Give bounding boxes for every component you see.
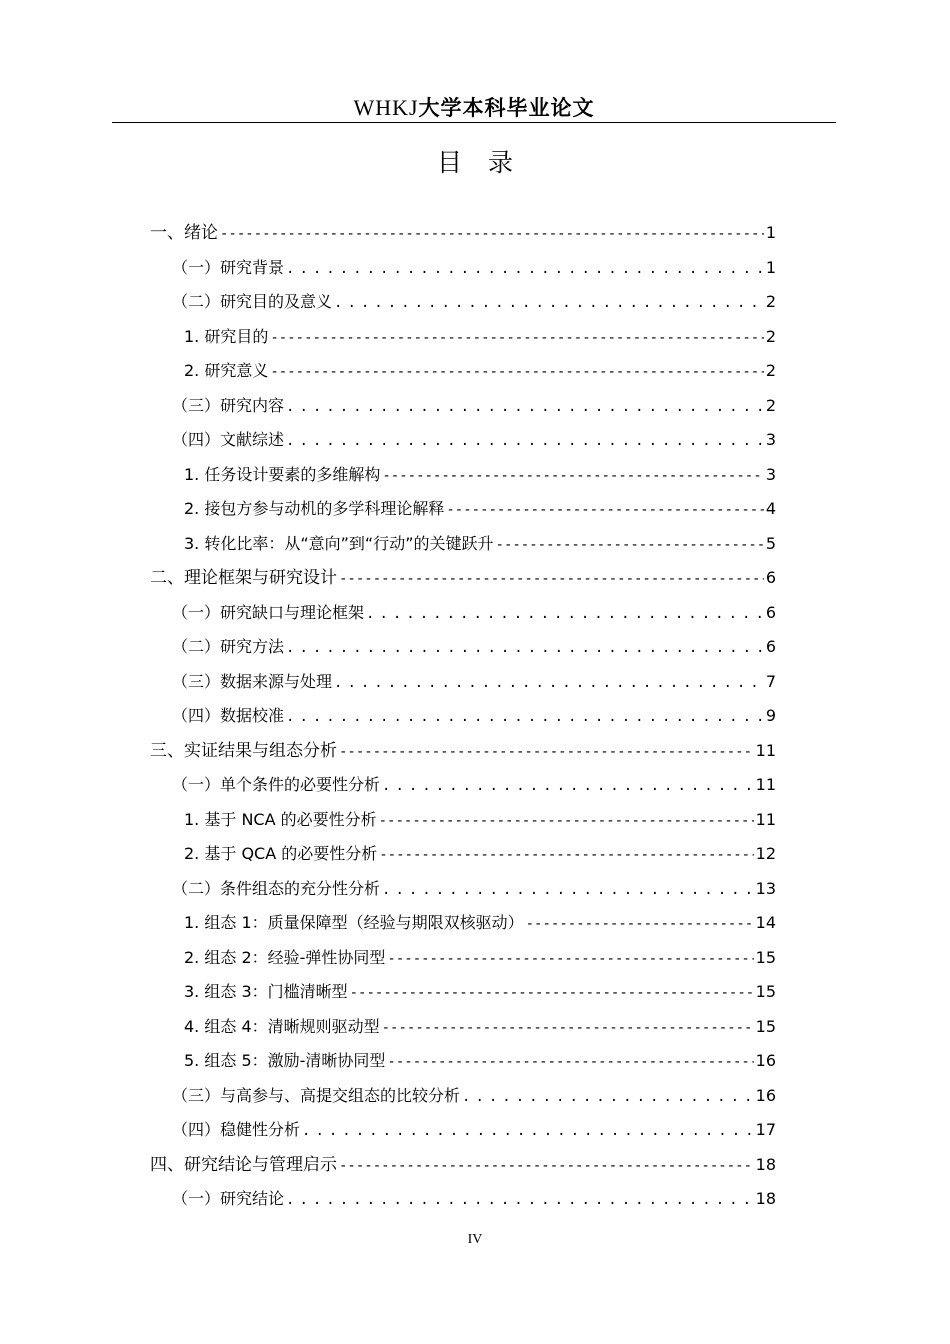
toc-leader bbox=[334, 673, 764, 693]
toc-entry[interactable] bbox=[184, 913, 776, 934]
toc-leader bbox=[382, 1018, 754, 1038]
toc-entry[interactable] bbox=[172, 1086, 776, 1107]
toc-entry-label: 5. 组态 5：激励-清晰协同型 bbox=[184, 1051, 386, 1070]
toc-entry[interactable] bbox=[172, 292, 776, 313]
toc-page-number: 6 bbox=[765, 568, 776, 587]
toc-entry[interactable] bbox=[172, 672, 776, 693]
toc-page-number: 6 bbox=[765, 602, 776, 622]
toc-entry-label: 2. 接包方参与动机的多学科理论解释 bbox=[184, 499, 445, 518]
toc-page-number: 2 bbox=[765, 292, 776, 311]
toc-page-number: 11 bbox=[755, 809, 776, 829]
toc-page-number: 3 bbox=[765, 464, 776, 484]
toc-entry-label: （一）研究背景 bbox=[172, 257, 285, 277]
toc-entry[interactable] bbox=[172, 396, 776, 417]
toc-page-number: 7 bbox=[765, 671, 776, 691]
toc-leader bbox=[339, 1156, 754, 1176]
toc-leader bbox=[286, 259, 764, 279]
toc-entry-label: （一）研究结论 bbox=[172, 1189, 285, 1208]
toc-entry-label: 4. 组态 4：清晰规则驱动型 bbox=[184, 1016, 380, 1036]
toc-leader bbox=[220, 224, 764, 244]
page-number: IV bbox=[467, 1232, 483, 1247]
toc-entry-label: 四、研究结论与管理启示 bbox=[150, 1154, 337, 1175]
toc-leader bbox=[302, 1121, 754, 1141]
toc-leader bbox=[350, 983, 754, 1003]
toc-entry[interactable] bbox=[172, 1120, 776, 1141]
toc-entry[interactable] bbox=[184, 499, 776, 520]
toc-page-number: 11 bbox=[755, 740, 776, 760]
header-cn: 大学本科毕业论文 bbox=[418, 95, 595, 120]
toc-page-number: 13 bbox=[755, 878, 776, 898]
toc-leader bbox=[270, 362, 763, 382]
toc-entry-label: （四）数据校准 bbox=[172, 706, 285, 725]
toc-leader bbox=[286, 707, 764, 727]
toc-entry[interactable] bbox=[184, 327, 776, 348]
toc-page-number: 4 bbox=[765, 499, 776, 518]
toc-page-number: 1 bbox=[765, 257, 776, 277]
toc-leader bbox=[286, 397, 764, 417]
toc-leader bbox=[334, 293, 764, 313]
toc-leader bbox=[286, 638, 764, 658]
toc-entry[interactable] bbox=[150, 1155, 776, 1176]
toc-entry-label: （三）研究内容 bbox=[172, 395, 285, 415]
toc-entry[interactable] bbox=[184, 844, 776, 865]
toc-entry-label: （四）文献综述 bbox=[172, 430, 285, 449]
toc-entry-label: 2. 组态 2：经验-弹性协同型 bbox=[184, 947, 386, 967]
toc-page-number: 6 bbox=[765, 637, 776, 656]
toc-entry[interactable] bbox=[184, 534, 776, 555]
toc-entry[interactable] bbox=[184, 810, 776, 831]
toc-entry[interactable] bbox=[172, 603, 776, 624]
toc-page-number: 18 bbox=[755, 1189, 776, 1208]
toc-page-number: 15 bbox=[755, 982, 776, 1001]
toc-entry-label: （二）研究方法 bbox=[172, 637, 285, 656]
toc-entry[interactable] bbox=[184, 948, 776, 969]
toc-entry-label: 1. 任务设计要素的多维解构 bbox=[184, 464, 381, 484]
toc-leader bbox=[526, 914, 754, 934]
toc-leader bbox=[382, 776, 754, 796]
toc-entry-label: （二）条件组态的充分性分析 bbox=[172, 878, 381, 898]
running-header bbox=[112, 92, 836, 122]
toc-page-number: 2 bbox=[765, 395, 776, 415]
toc-entry[interactable] bbox=[172, 706, 776, 727]
header-latin: WHKJ bbox=[353, 95, 419, 120]
toc-entry[interactable] bbox=[172, 258, 776, 279]
toc-leader bbox=[286, 431, 764, 451]
toc-page-number: 17 bbox=[755, 1120, 776, 1139]
toc-entry-label: 1. 研究目的 bbox=[184, 326, 269, 346]
toc-leader bbox=[462, 1087, 754, 1107]
toc-entry[interactable] bbox=[184, 361, 776, 382]
toc-page-number: 12 bbox=[755, 844, 776, 863]
toc-entry[interactable] bbox=[150, 741, 776, 762]
page-title: 目录 bbox=[436, 148, 539, 177]
toc-entry-label: （一）单个条件的必要性分析 bbox=[172, 775, 381, 794]
toc-entry-label: 二、理论框架与研究设计 bbox=[150, 568, 337, 588]
toc-entry-label: 2. 基于 QCA 的必要性分析 bbox=[184, 844, 378, 863]
toc-page-number: 2 bbox=[765, 361, 776, 380]
toc-entry[interactable] bbox=[184, 1051, 776, 1072]
toc-entry-label: 三、实证结果与组态分析 bbox=[150, 740, 337, 761]
toc-entry[interactable] bbox=[172, 637, 776, 658]
toc-page-number: 15 bbox=[755, 947, 776, 967]
toc-page-number: 11 bbox=[755, 775, 776, 794]
toc-entry-label: 1. 组态 1：质量保障型（经验与期限双核驱动） bbox=[184, 913, 524, 932]
toc-leader bbox=[387, 1052, 753, 1072]
toc-page-number: 5 bbox=[765, 533, 776, 553]
toc-leader bbox=[339, 742, 754, 762]
toc-entry-label: 2. 研究意义 bbox=[184, 361, 269, 380]
toc-entry[interactable] bbox=[150, 568, 776, 589]
toc-leader bbox=[496, 535, 764, 555]
toc-leader bbox=[446, 500, 763, 520]
toc-leader bbox=[379, 811, 754, 831]
toc-entry[interactable] bbox=[150, 223, 776, 244]
toc-entry-label: 一、绪论 bbox=[150, 223, 218, 243]
toc-leader bbox=[382, 466, 763, 486]
toc-entry-label: 3. 转化比率：从“意向”到“行动”的关键跃升 bbox=[184, 533, 494, 553]
toc-page-number: 16 bbox=[755, 1085, 776, 1105]
toc-page-number: 14 bbox=[755, 913, 776, 932]
toc-page-number: 1 bbox=[765, 223, 776, 242]
toc-entry-label: （一）研究缺口与理论框架 bbox=[172, 602, 365, 622]
toc-leader bbox=[286, 1190, 754, 1210]
toc-leader bbox=[387, 949, 753, 969]
toc-entry[interactable] bbox=[184, 465, 776, 486]
toc-page-number: 9 bbox=[765, 706, 776, 725]
toc-entry-label: （三）与高参与、高提交组态的比较分析 bbox=[172, 1085, 461, 1105]
toc-page-number: 16 bbox=[755, 1051, 776, 1070]
toc-leader bbox=[339, 569, 764, 589]
toc-entry[interactable] bbox=[172, 879, 776, 900]
toc-leader bbox=[270, 328, 763, 348]
toc-page-number: 15 bbox=[755, 1016, 776, 1036]
toc-entry-label: 1. 基于 NCA 的必要性分析 bbox=[184, 809, 377, 829]
toc-page-number: 3 bbox=[765, 430, 776, 449]
toc-entry[interactable] bbox=[172, 1189, 776, 1210]
toc-entry-label: （二）研究目的及意义 bbox=[172, 292, 333, 311]
toc-entry[interactable] bbox=[184, 1017, 776, 1038]
toc-entry-label: （四）稳健性分析 bbox=[172, 1120, 301, 1139]
toc-leader bbox=[366, 604, 764, 624]
toc-page-number: 18 bbox=[755, 1154, 776, 1174]
toc-entry[interactable] bbox=[184, 982, 776, 1003]
toc-entry[interactable] bbox=[172, 430, 776, 451]
toc-entry[interactable] bbox=[172, 775, 776, 796]
toc-leader bbox=[379, 845, 753, 865]
toc-page-number: 2 bbox=[765, 326, 776, 346]
header-rule bbox=[112, 122, 836, 123]
toc-entry-label: （三）数据来源与处理 bbox=[172, 671, 333, 691]
toc-entry-label: 3. 组态 3：门槛清晰型 bbox=[184, 982, 348, 1001]
toc-leader bbox=[382, 880, 754, 900]
